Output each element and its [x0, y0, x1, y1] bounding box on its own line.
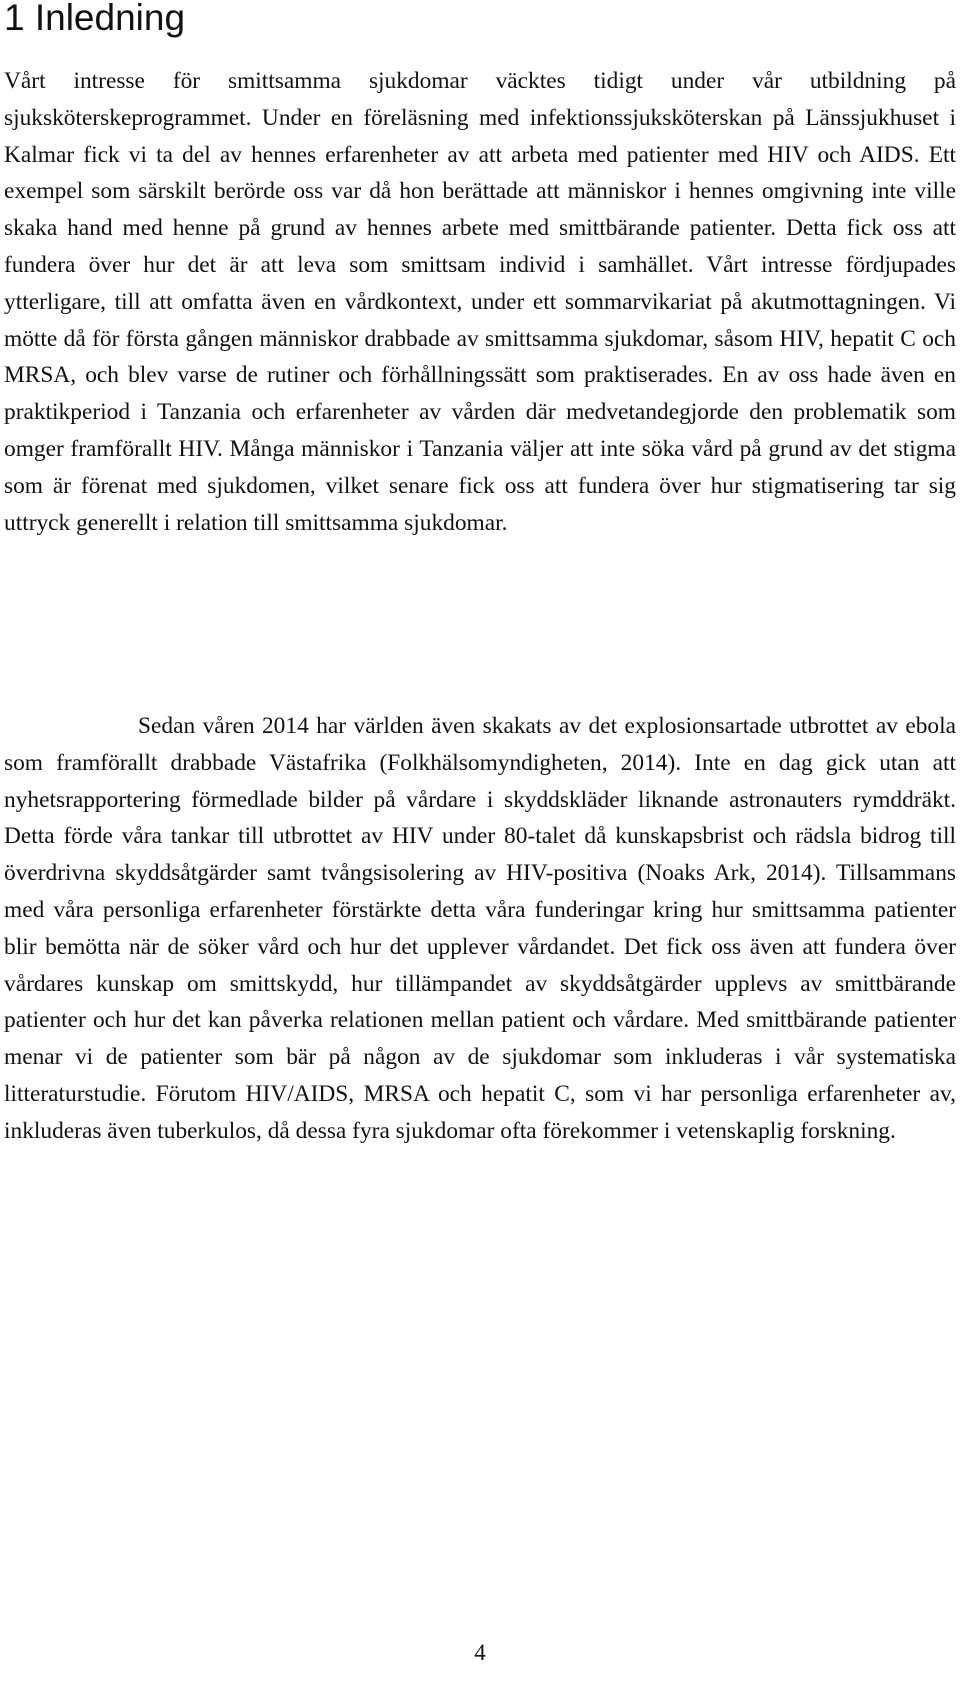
- section-heading: 1 Inledning: [4, 0, 186, 38]
- page-number: 4: [474, 1640, 486, 1665]
- paragraph-1: Vårt intresse för smittsamma sjukdomar väcktes tidigt under vår utbildning på sjuksköterskeprogrammet. Under en föreläsning med infektionssjuksköterskan på Länssjukhuset i Kalmar fick vi ta del av hennes erfarenheter av att arbeta med patienter med HIV och AIDS. Ett exempel som särskilt berörde oss var då hon berättade att människor i hennes omgivning inte ville skaka hand med henne på grund av hennes arbete med smittbärande patienter. Detta fick oss att fundera över hur det är att leva som smittsam individ i samhället. Vårt intresse fördjupades ytterligare, till att omfatta även en vårdkontext, under ett sommarvikariat på akutmottagningen. Vi mötte då för första gången människor drabbade av smittsamma sjukdomar, såsom HIV, hepatit C och MRSA, och blev varse de rutiner och förhållningssätt som praktiserades. En av oss hade även en praktikperiod i Tanzania och erfarenheter av vården där medvetandegjorde den problematik som omger framförallt HIV. Många människor i Tanzania väljer att inte söka vård på grund av det stigma som är förenat med sjukdomen, vilket senare fick oss att fundera över hur stigmatisering tar sig uttryck generellt i relation till smittsamma sjukdomar.: [4, 68, 956, 536]
- paragraph-2: Sedan våren 2014 har världen även skakats av det explosionsartade utbrottet av ebola som framförallt drabbade Västafrika (Folkhälsomyndigheten, 2014). Inte en dag gick utan att nyhetsrapportering förmedlade bilder på vårdare i skyddskläder liknande astronauters rymddräkt. Detta förde våra tankar till utbrottet av HIV under 80-talet då kunskapsbrist och rädsla bidrog till överdrivna skyddsåtgärder samt tvångsisolering av HIV-positiva (Noaks Ark, 2014). Tillsammans med våra personliga erfarenheter förstärkte detta våra funderingar kring hur smittsamma patienter blir bemötta när de söker vård och hur det upplever vårdandet. Det fick oss även att fundera över vårdares kunskap om smittskydd, hur tillämpandet av skyddsåtgärder upplevs av smittbärande patienter och hur det kan påverka relationen mellan patient och vårdare. Med smittbärande patienter menar vi de patienter som bär på någon av de sjukdomar som inkluderas i vår systematiska litteraturstudie. Förutom HIV/AIDS, MRSA och hepatit C, som vi har personliga erfarenheter av, inkluderas även tuberkulos, då dessa fyra sjukdomar ofta förekommer i vetenskaplig forskning.: [4, 713, 956, 1144]
